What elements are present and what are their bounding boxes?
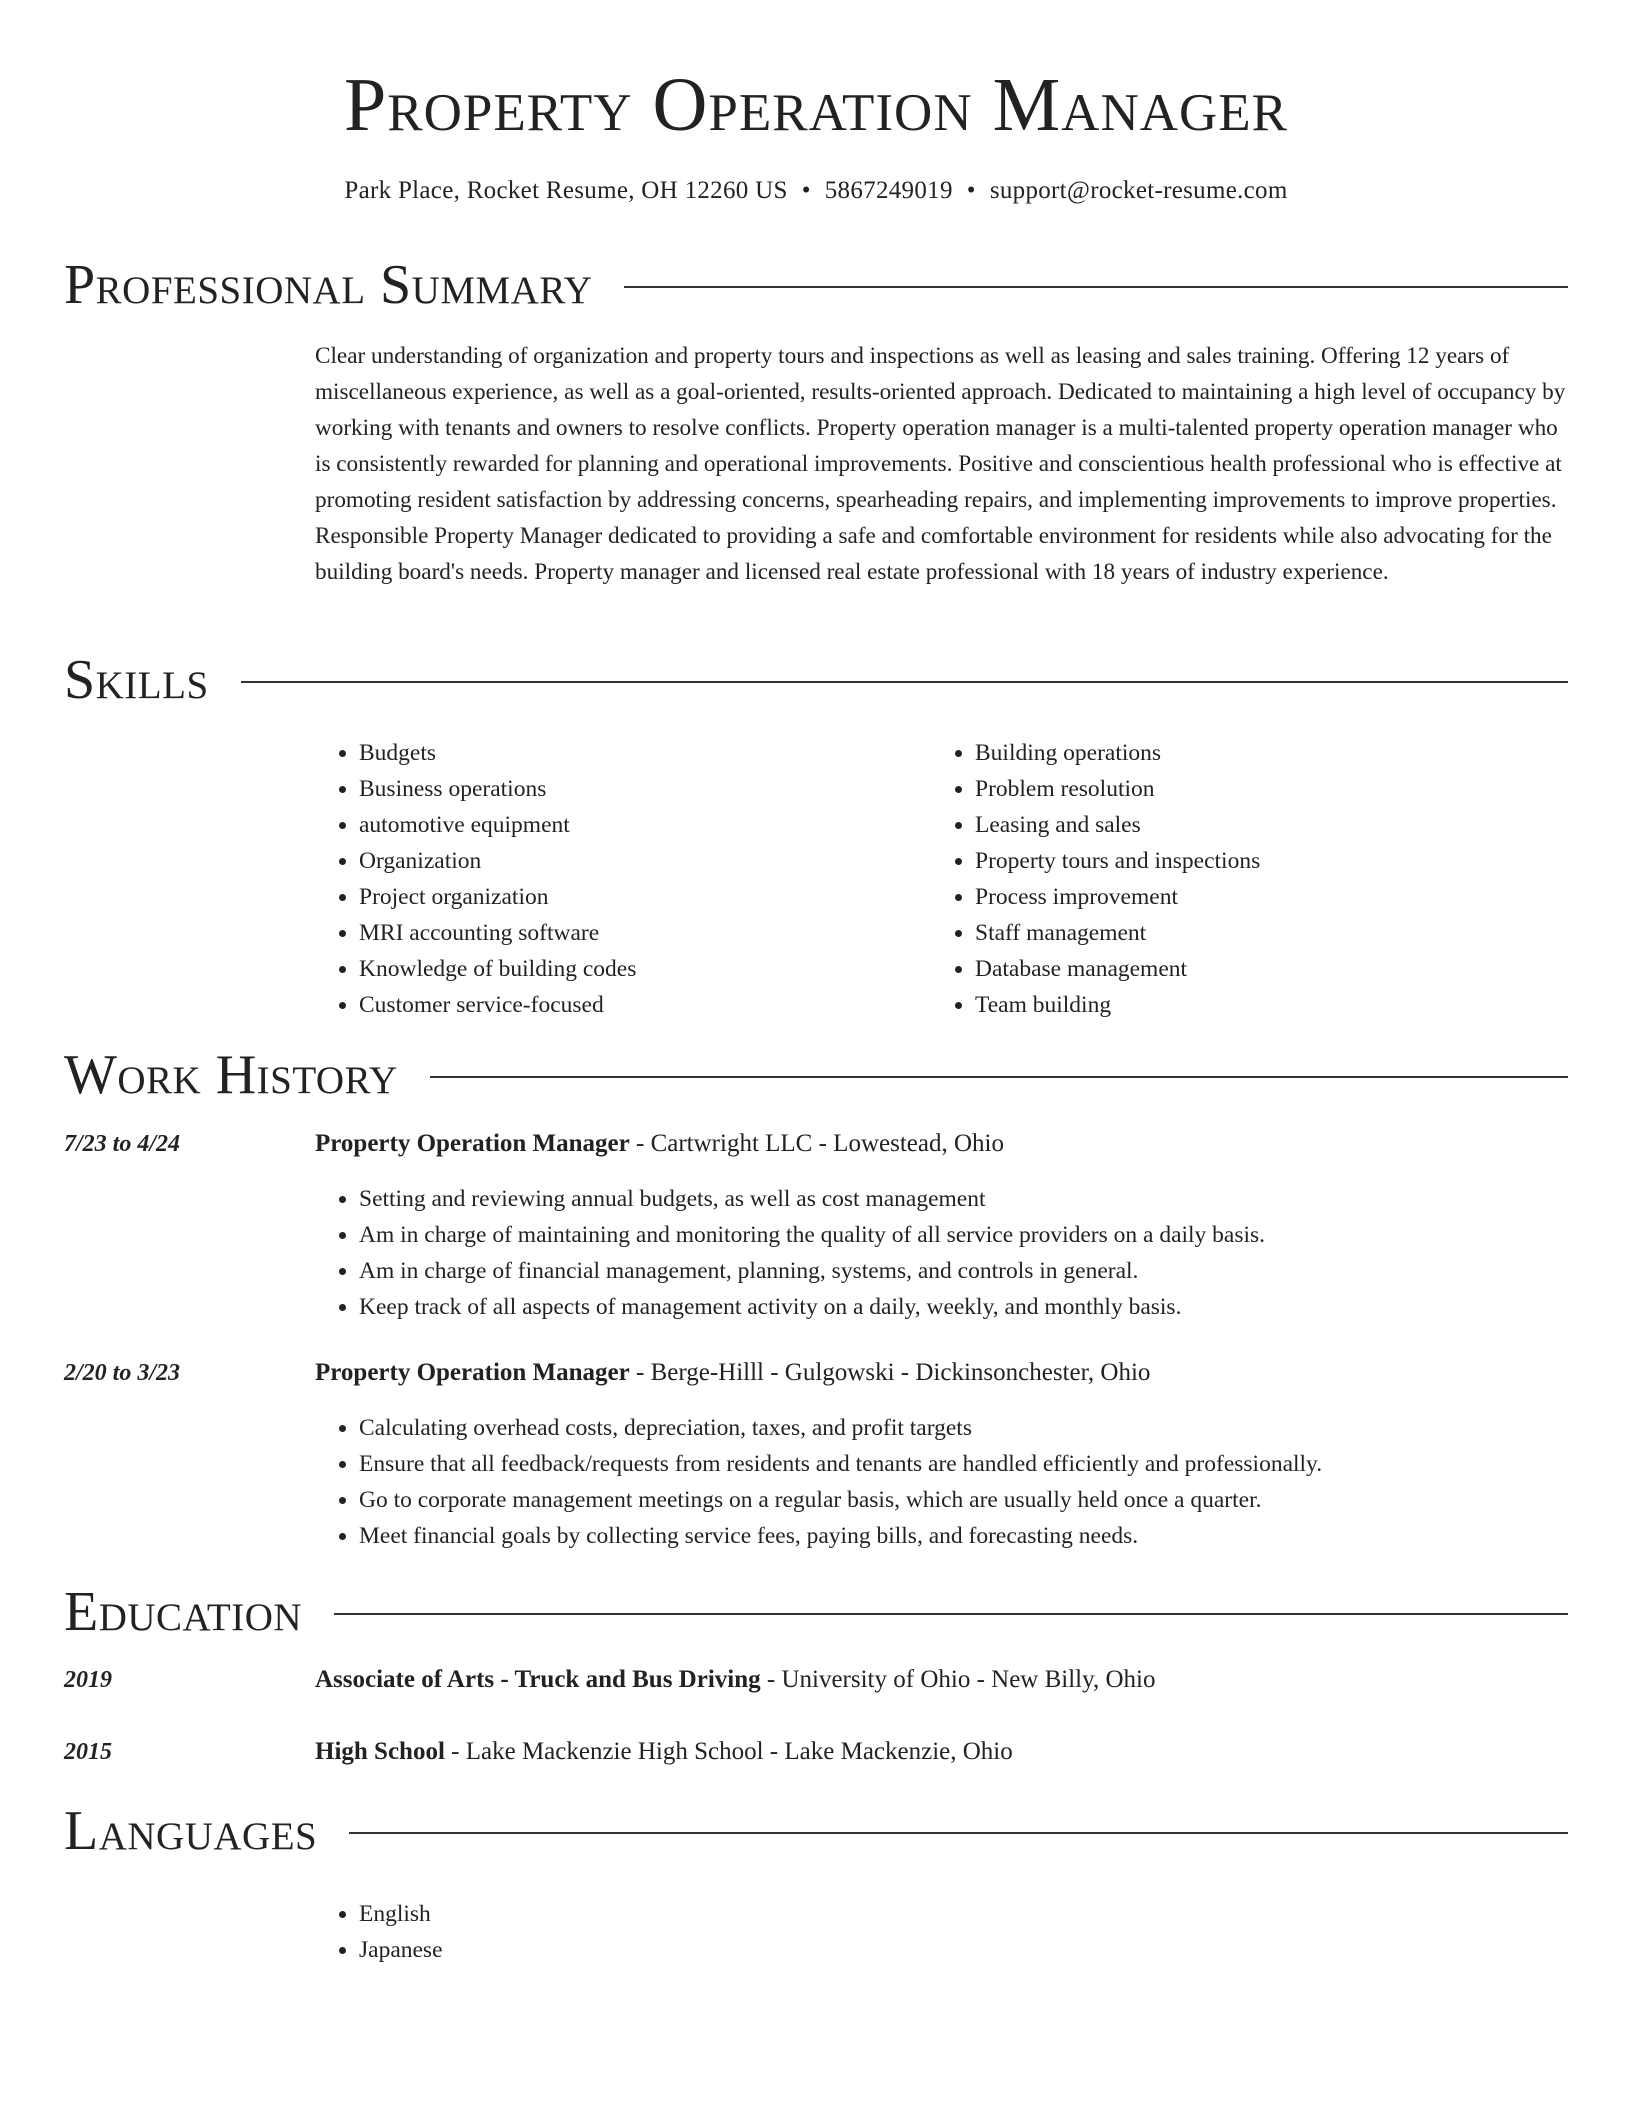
section-heading: Professional Summary [64, 254, 593, 316]
skill-item: • Team building [975, 987, 1595, 1023]
contact-address: Park Place, Rocket Resume, OH 12260 US [344, 177, 788, 204]
contact-separator: • [966, 177, 976, 204]
section-divider [430, 1076, 1568, 1078]
skill-item: • Staff management [975, 915, 1595, 951]
job-dates: 2/20 to 3/23 [64, 1360, 181, 1386]
skill-item: • MRI accounting software [359, 915, 959, 951]
job-title: Property Operation Manager [315, 1130, 630, 1157]
job-employer: - Cartwright LLC - Lowestead, Ohio [629, 1130, 1004, 1157]
skill-item: • Customer service-focused [359, 987, 959, 1023]
section-divider [349, 1832, 1568, 1834]
skill-item: • Budgets [359, 735, 959, 771]
job-heading [315, 1355, 1568, 1391]
languages-list [315, 1896, 959, 1968]
section-summary-header [64, 253, 1568, 317]
section-divider [624, 286, 1568, 288]
job-duty-item: • Calculating overhead costs, depreciation, taxes, and profit targets [359, 1410, 1612, 1446]
skill-item: • Business operations [359, 771, 959, 807]
education-year: 2015 [64, 1739, 112, 1765]
skill-item: • Process improvement [975, 879, 1595, 915]
language-item: • Japanese [359, 1932, 959, 1968]
job-heading [315, 1126, 1568, 1162]
job-duty-item: • Am in charge of maintaining and monitoring the quality of all service providers on a daily basis. [359, 1217, 1612, 1253]
section-heading: Skills [64, 649, 209, 711]
skill-item: • automotive equipment [359, 807, 959, 843]
education-school: - Lake Mackenzie High School - Lake Mackenzie, Ohio [444, 1738, 1013, 1765]
job-duty-item: • Meet financial goals by collecting service fees, paying bills, and forecasting needs. [359, 1518, 1612, 1554]
job-duty-item: • Ensure that all feedback/requests from residents and tenants are handled efficiently and professionally. [359, 1446, 1612, 1482]
contact-phone: 5867249019 [824, 177, 953, 204]
job-duty-item: • Go to corporate management meetings on a regular basis, which are usually held once a quarter. [359, 1482, 1612, 1518]
section-divider [334, 1613, 1568, 1615]
contact-email: support@rocket-resume.com [989, 177, 1288, 204]
job-duty-item: • Am in charge of financial management, planning, systems, and controls in general. [359, 1253, 1612, 1289]
education-year: 2019 [64, 1667, 112, 1693]
skill-item: • Problem resolution [975, 771, 1595, 807]
candidate-name: Property Operation Manager [343, 63, 1289, 147]
contact-separator: • [801, 177, 811, 204]
section-heading: Languages [64, 1800, 318, 1862]
skill-item: • Leasing and sales [975, 807, 1595, 843]
skill-item: • Project organization [359, 879, 959, 915]
skill-item: • Building operations [975, 735, 1595, 771]
education-heading [315, 1734, 1568, 1770]
job-duties [315, 1181, 1612, 1325]
summary-text: Clear understanding of organization and property tours and inspections as well as leasing and sales training. Offering 12 years of miscellaneous experience, as well as a goal-oriented, results-oriented approach. Dedicated to maintaining a high level of occupancy by working with tenants and owners to resolve conflicts. Property operation manager is a multi-talented property operation manager who is consistently rewarded for planning and operational improvements. Positive and conscientious health professional who is effective at promoting resident satisfaction by addressing concerns, spearheading repairs, and implementing improvements to improve properties. Responsible Property Manager dedicated to providing a safe and comfortable environment for residents while also advocating for the building board's needs. Property manager and licensed real estate professional with 18 years of industry experience. [315, 343, 1566, 585]
section-heading: Work History [64, 1044, 398, 1106]
job-dates: 7/23 to 4/24 [64, 1131, 181, 1157]
education-school: - University of Ohio - New Billy, Ohio [760, 1666, 1156, 1693]
skill-item: • Property tours and inspections [975, 843, 1595, 879]
education-degree: High School [315, 1738, 445, 1765]
language-item: • English [359, 1896, 959, 1932]
section-education-header [64, 1580, 1568, 1644]
section-divider [241, 681, 1568, 683]
job-duty-item: • Keep track of all aspects of management activity on a daily, weekly, and monthly basis. [359, 1289, 1612, 1325]
contact-line [0, 174, 1632, 208]
education-degree: Associate of Arts - Truck and Bus Driving [315, 1666, 761, 1693]
job-employer: - Berge-Hilll - Gulgowski - Dickinsonchester, Ohio [629, 1359, 1151, 1386]
job-duties [315, 1410, 1612, 1554]
job-title: Property Operation Manager [315, 1359, 630, 1386]
skill-item: • Organization [359, 843, 959, 879]
section-skills-header [64, 648, 1568, 712]
skills-list-right [931, 735, 1595, 1023]
section-work-header [64, 1043, 1568, 1107]
skill-item: • Knowledge of building codes [359, 951, 959, 987]
education-heading [315, 1662, 1568, 1698]
skills-list-left [315, 735, 959, 1023]
skill-item: • Database management [975, 951, 1595, 987]
section-languages-header [64, 1799, 1568, 1863]
job-duty-item: • Setting and reviewing annual budgets, as well as cost management [359, 1181, 1612, 1217]
section-heading: Education [64, 1581, 303, 1643]
